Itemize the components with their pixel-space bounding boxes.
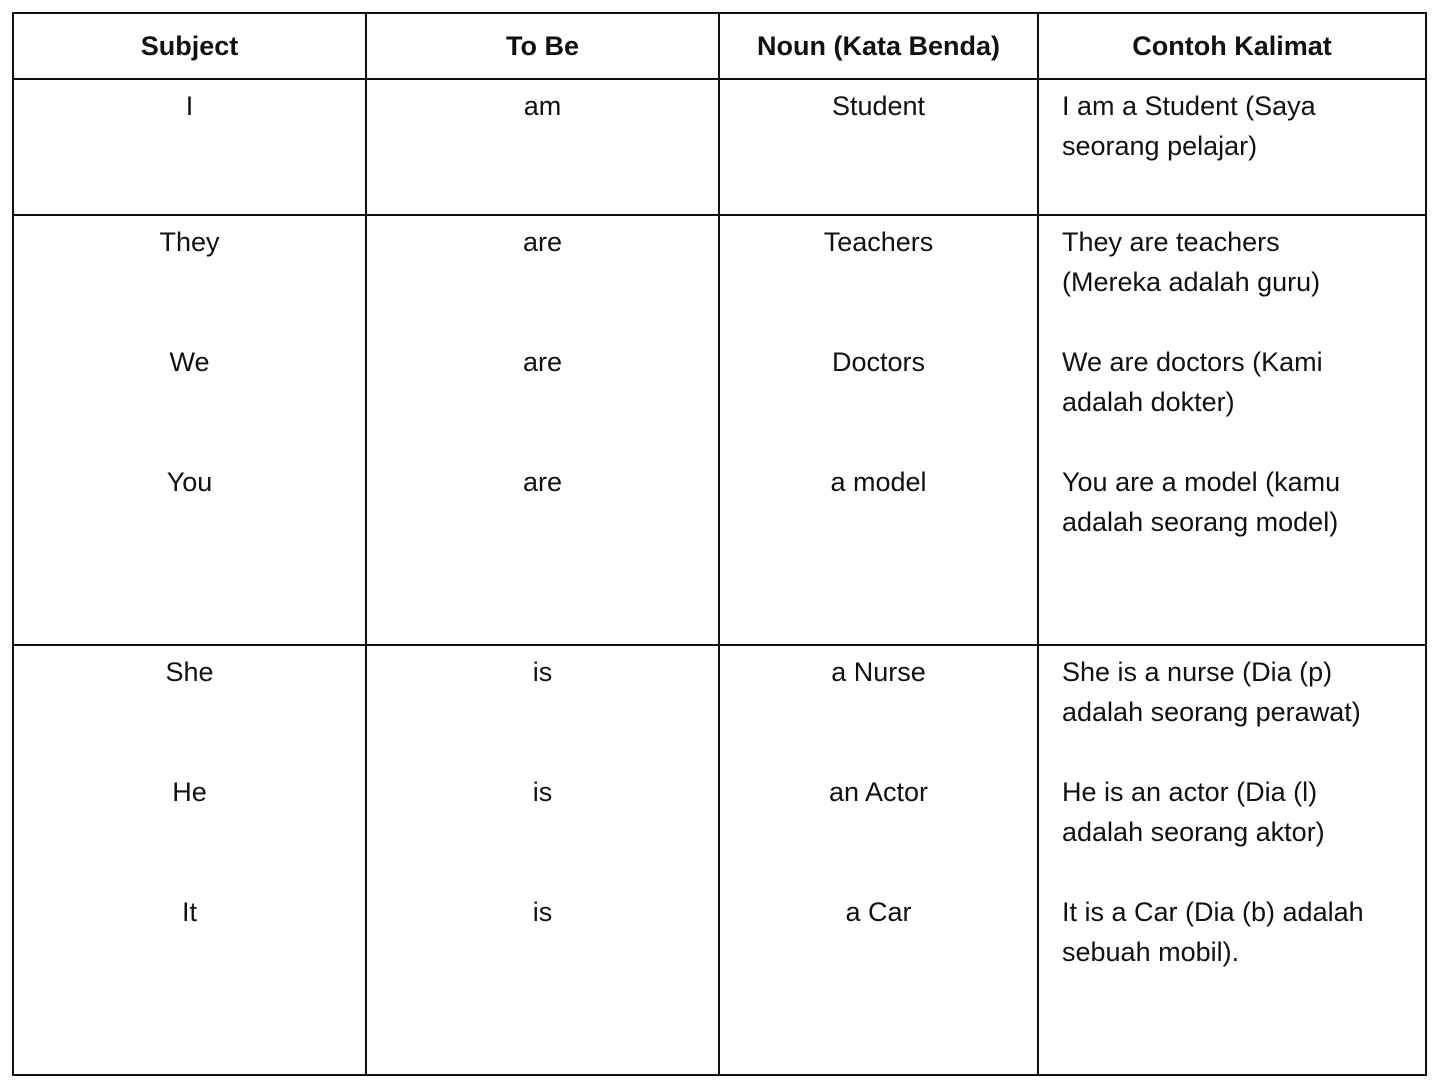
noun-text: a model	[830, 467, 927, 497]
example-line: He is an actor (Dia (l)	[1062, 777, 1318, 807]
to-be-grammar-table	[12, 12, 1427, 1076]
example-line: We are doctors (Kami	[1062, 347, 1323, 377]
subject-text: You	[166, 467, 213, 497]
to-be-text: is	[532, 657, 553, 687]
example-line: They are teachers	[1062, 227, 1280, 257]
example-line: adalah seorang model)	[1062, 507, 1339, 537]
to-be-cell	[366, 79, 719, 215]
to-be-text: are	[522, 227, 563, 257]
subject-text: I	[185, 91, 194, 121]
subject-text: We	[169, 347, 210, 377]
noun-text: Doctors	[831, 347, 926, 377]
noun-text: Student	[831, 91, 926, 121]
noun-cell	[719, 215, 1038, 645]
noun-cell	[719, 645, 1038, 1075]
subject-text: She	[165, 657, 214, 687]
example-line: (Mereka adalah guru)	[1062, 267, 1321, 297]
header-example: Contoh Kalimat	[1038, 13, 1426, 79]
noun-text: Teachers	[823, 227, 934, 257]
example-cell	[1038, 645, 1426, 1075]
to-be-cell	[366, 645, 719, 1075]
example-line: adalah dokter)	[1062, 387, 1235, 417]
subject-cell	[13, 215, 366, 645]
table-row	[13, 645, 1426, 1075]
to-be-text: is	[532, 777, 553, 807]
example-line: sebuah mobil).	[1062, 937, 1240, 967]
example-line: You are a model (kamu	[1062, 467, 1341, 497]
example-cell	[1038, 79, 1426, 215]
example-line: seorang pelajar)	[1062, 131, 1258, 161]
subject-text: They	[159, 227, 220, 257]
example-line: It is a Car (Dia (b) adalah	[1062, 897, 1364, 927]
subject-cell	[13, 79, 366, 215]
subject-text: It	[181, 897, 197, 927]
noun-text: an Actor	[828, 777, 929, 807]
header-subject: Subject	[13, 13, 366, 79]
to-be-text: are	[522, 347, 563, 377]
noun-text: a Nurse	[831, 657, 926, 687]
example-line: She is a nurse (Dia (p)	[1062, 657, 1333, 687]
noun-cell	[719, 79, 1038, 215]
example-line: I am a Student (Saya	[1062, 91, 1316, 121]
noun-text: a Car	[845, 897, 912, 927]
to-be-cell	[366, 215, 719, 645]
header-row	[13, 13, 1426, 79]
to-be-text: are	[522, 467, 563, 497]
table-row	[13, 79, 1426, 215]
example-line: adalah seorang aktor)	[1062, 817, 1325, 847]
to-be-text: am	[523, 91, 562, 121]
header-noun: Noun (Kata Benda)	[719, 13, 1038, 79]
subject-text: He	[172, 777, 207, 807]
example-line: adalah seorang perawat)	[1062, 697, 1361, 727]
subject-cell	[13, 645, 366, 1075]
table-row	[13, 215, 1426, 645]
header-to-be: To Be	[366, 13, 719, 79]
to-be-text: is	[532, 897, 553, 927]
example-cell	[1038, 215, 1426, 645]
